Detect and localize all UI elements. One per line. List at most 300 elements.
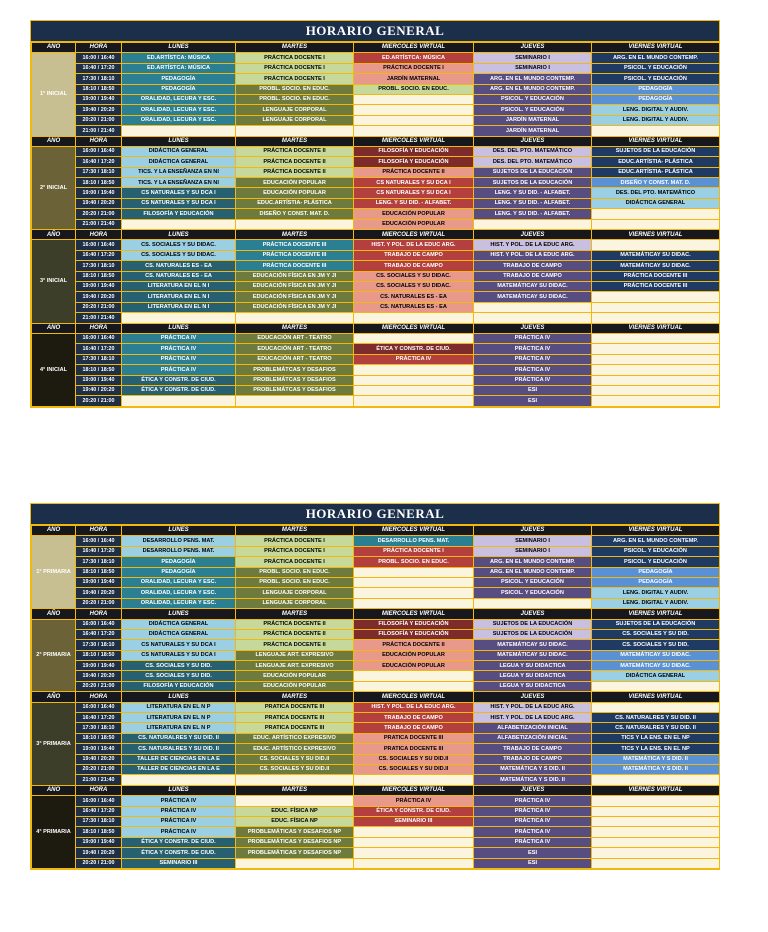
class-cell-lunes: CS NATURALES Y SU DCA I xyxy=(122,198,236,208)
class-cell-martes: PRÁCTICA DOCENTE I xyxy=(236,74,354,84)
schedule-inicial xyxy=(30,20,720,408)
year-label: 4° INICIAL xyxy=(32,333,76,406)
time-slot: 18:10 / 18:50 xyxy=(76,567,122,577)
column-header: LUNES xyxy=(122,43,236,53)
class-cell-lunes: ORALIDAD, LECURA Y ESC. xyxy=(122,105,236,115)
class-cell-jueves: MATEMÁTICAY SU DIDAC. xyxy=(474,640,592,650)
class-cell-jueves: PSICOL. Y EDUCACIÓN xyxy=(474,588,592,598)
time-slot: 18:10 / 18:50 xyxy=(76,271,122,281)
class-cell-lunes: LITERATURA EN EL N P xyxy=(122,713,236,723)
time-slot: 19:00 / 19:40 xyxy=(76,577,122,587)
column-header: HORA xyxy=(76,323,122,333)
class-cell-viernes xyxy=(592,858,720,868)
class-cell-miercoles: TRABAJO DE CAMPO xyxy=(354,713,474,723)
class-cell-miercoles: PRATICA DOCENTE III xyxy=(354,744,474,754)
class-cell-lunes: ÉTICA Y CONSTR. DE CIUD. xyxy=(122,848,236,858)
table-row xyxy=(32,733,720,743)
column-header: MIERCOLES VIRTUAL xyxy=(354,136,474,146)
column-header: MIERCOLES VIRTUAL xyxy=(354,692,474,702)
class-cell-martes: EDUCACIÓN POPULAR xyxy=(236,671,354,681)
class-cell-jueves: JARDÍN MATERNAL xyxy=(474,126,592,136)
class-cell-viernes: TICS Y LA ENS. EN EL NP xyxy=(592,744,720,754)
schedule-title: HORARIO GENERAL xyxy=(31,21,719,42)
table-row xyxy=(32,816,720,826)
time-slot: 16:00 / 16:40 xyxy=(76,53,122,63)
table-row xyxy=(32,281,720,291)
column-header: MIERCOLES VIRTUAL xyxy=(354,526,474,536)
class-cell-jueves: ARG. EN EL MUNDO CONTEMP. xyxy=(474,567,592,577)
class-cell-martes: PRÁCTICA DOCENTE III xyxy=(236,250,354,260)
year-label: 1° PRIMARIA xyxy=(32,536,76,609)
column-header: MARTES xyxy=(236,323,354,333)
table-row xyxy=(32,167,720,177)
class-cell-jueves: PRÁCTICA IV xyxy=(474,333,592,343)
year-label: 2° PRIMARIA xyxy=(32,619,76,692)
table-row xyxy=(32,650,720,660)
class-cell-lunes: PRÁCTICA IV xyxy=(122,827,236,837)
header-row xyxy=(32,43,720,53)
column-header: JUEVES xyxy=(474,230,592,240)
table-row xyxy=(32,396,720,406)
class-cell-lunes: PRÁCTICA IV xyxy=(122,796,236,806)
table-row xyxy=(32,94,720,104)
class-cell-lunes: ÉTICA Y CONSTR. DE CIUD. xyxy=(122,375,236,385)
class-cell-viernes: DIDÁCTICA GENERAL xyxy=(592,671,720,681)
class-cell-viernes: EDUC.ARTÍSTIA- PLÁSTICA xyxy=(592,167,720,177)
class-cell-martes xyxy=(236,858,354,868)
class-cell-viernes: PSICOL. Y EDUCACIÓN xyxy=(592,74,720,84)
table-row xyxy=(32,333,720,343)
table-row xyxy=(32,198,720,208)
time-slot: 17:30 / 18:10 xyxy=(76,261,122,271)
time-slot: 19:40 / 20:20 xyxy=(76,385,122,395)
time-slot: 19:00 / 19:40 xyxy=(76,744,122,754)
class-cell-martes: LENGUAJE ART. EXPRESIVO xyxy=(236,650,354,660)
class-cell-lunes: SEMINARIO III xyxy=(122,858,236,868)
time-slot: 17:30 / 18:10 xyxy=(76,816,122,826)
class-cell-martes: EDUCACIÓN FÍSICA EN JM Y JI xyxy=(236,302,354,312)
class-cell-lunes: LITERATURA EN EL N I xyxy=(122,302,236,312)
header-row xyxy=(32,609,720,619)
class-cell-jueves: DES. DEL PTO. MATEMÁTICO xyxy=(474,146,592,156)
time-slot: 20:20 / 21:00 xyxy=(76,396,122,406)
time-slot: 18:10 / 18:50 xyxy=(76,827,122,837)
class-cell-martes: EDUCACIÓN FÍSICA EN JM Y JI xyxy=(236,292,354,302)
class-cell-martes: PRÁCTICA DOCENTE II xyxy=(236,167,354,177)
class-cell-viernes xyxy=(592,209,720,219)
class-cell-miercoles xyxy=(354,858,474,868)
class-cell-viernes xyxy=(592,816,720,826)
table-row xyxy=(32,126,720,136)
class-cell-viernes xyxy=(592,837,720,847)
table-row xyxy=(32,588,720,598)
class-cell-jueves: SUJETOS DE LA EDUCACIÓN xyxy=(474,178,592,188)
class-cell-lunes: DIDÁCTICA GENERAL xyxy=(122,629,236,639)
class-cell-miercoles xyxy=(354,126,474,136)
class-cell-lunes: PEDAGOGÍA xyxy=(122,84,236,94)
class-cell-viernes xyxy=(592,219,720,229)
time-slot: 18:10 / 18:50 xyxy=(76,84,122,94)
class-cell-martes: EDUCACIÓN FÍSICA EN JM Y JI xyxy=(236,281,354,291)
class-cell-jueves: ESI xyxy=(474,385,592,395)
class-cell-miercoles: PROBL. SOCIO. EN EDUC. xyxy=(354,557,474,567)
time-slot: 19:40 / 20:20 xyxy=(76,588,122,598)
column-header: JUEVES xyxy=(474,323,592,333)
class-cell-miercoles: FILOSOFÍA Y EDUCACIÓN xyxy=(354,157,474,167)
table-row xyxy=(32,536,720,546)
class-cell-miercoles: DESARROLLO PENS. MAT. xyxy=(354,536,474,546)
time-slot: 20:20 / 21:00 xyxy=(76,209,122,219)
time-slot: 16:00 / 16:40 xyxy=(76,796,122,806)
class-cell-martes: EDUC.ARTÍSTIA- PLÁSTICA xyxy=(236,198,354,208)
class-cell-miercoles: EDUCACIÓN POPULAR xyxy=(354,661,474,671)
class-cell-lunes: CS. NATURALRES Y SU DID. II xyxy=(122,744,236,754)
class-cell-miercoles: TRABAJO DE CAMPO xyxy=(354,723,474,733)
column-header: MIERCOLES VIRTUAL xyxy=(354,323,474,333)
header-row xyxy=(32,323,720,333)
time-slot: 21:00 / 21:40 xyxy=(76,126,122,136)
table-row xyxy=(32,754,720,764)
class-cell-jueves: LEGUA Y SU DIDACTICA xyxy=(474,681,592,691)
class-cell-martes: PROBL. SOCIO. EN EDUC. xyxy=(236,577,354,587)
column-header: MARTES xyxy=(236,136,354,146)
class-cell-jueves: PSICOL. Y EDUCACIÓN xyxy=(474,105,592,115)
class-cell-martes: EDUC. ARTÍSTICO EXPRESIVO xyxy=(236,733,354,743)
class-cell-martes: PROBLEMÁTICAS Y DESAFIOS NP xyxy=(236,837,354,847)
table-row xyxy=(32,313,720,323)
class-cell-miercoles: CS. NATURALES ES - EA xyxy=(354,302,474,312)
class-cell-viernes: MATEMÁTICAY SU DIDAC. xyxy=(592,250,720,260)
table-row xyxy=(32,115,720,125)
column-header: LUNES xyxy=(122,785,236,795)
table-row xyxy=(32,105,720,115)
column-header: MIERCOLES VIRTUAL xyxy=(354,785,474,795)
class-cell-martes: PRÁCTICA DOCENTE I xyxy=(236,557,354,567)
class-cell-jueves: TRABAJO DE CAMPO xyxy=(474,744,592,754)
time-slot: 16:40 / 17:20 xyxy=(76,250,122,260)
time-slot: 16:00 / 16:40 xyxy=(76,333,122,343)
class-cell-martes xyxy=(236,126,354,136)
class-cell-miercoles xyxy=(354,588,474,598)
class-cell-viernes: DES. DEL PTO. MATEMÁTICO xyxy=(592,188,720,198)
time-slot: 16:40 / 17:20 xyxy=(76,713,122,723)
class-cell-viernes xyxy=(592,385,720,395)
class-cell-lunes: PEDAGOGÍA xyxy=(122,74,236,84)
header-row xyxy=(32,785,720,795)
time-slot: 20:20 / 21:00 xyxy=(76,302,122,312)
class-cell-miercoles: EDUCACIÓN POPULAR xyxy=(354,650,474,660)
column-header: VIERNES VIRTUAL xyxy=(592,609,720,619)
table-row xyxy=(32,858,720,868)
time-slot: 18:10 / 18:50 xyxy=(76,733,122,743)
class-cell-jueves: MATEMÁTICA Y S DID. II xyxy=(474,764,592,774)
table-row xyxy=(32,775,720,785)
class-cell-viernes: PSICOL. Y EDUCACIÓN xyxy=(592,546,720,556)
column-header: MARTES xyxy=(236,785,354,795)
class-cell-lunes xyxy=(122,126,236,136)
table-row xyxy=(32,557,720,567)
class-cell-jueves: LEGUA Y SU DIDACTICA xyxy=(474,671,592,681)
column-header: MARTES xyxy=(236,43,354,53)
column-header: JUEVES xyxy=(474,609,592,619)
table-row xyxy=(32,354,720,364)
class-cell-martes: EDUCACIÓN FÍSICA EN JM Y JI xyxy=(236,271,354,281)
class-cell-jueves: LEGUA Y SU DIDACTICA xyxy=(474,661,592,671)
class-cell-martes xyxy=(236,219,354,229)
class-cell-miercoles xyxy=(354,848,474,858)
class-cell-martes: CS. SOCIALES Y SU DID.II xyxy=(236,764,354,774)
class-cell-lunes: CS NATURALES Y SU DCA I xyxy=(122,650,236,660)
class-cell-martes: EDUC. FÍSICA NP xyxy=(236,816,354,826)
class-cell-lunes: PRÁCTICA IV xyxy=(122,816,236,826)
class-cell-jueves: SEMINARIO I xyxy=(474,53,592,63)
class-cell-lunes: CS. SOCIALES Y SU DIDAC. xyxy=(122,240,236,250)
class-cell-viernes xyxy=(592,827,720,837)
class-cell-miercoles: SEMINARIO III xyxy=(354,816,474,826)
class-cell-martes: EDUC. FÍSICA NP xyxy=(236,806,354,816)
class-cell-lunes: FILOSOFÍA Y EDUCACIÓN xyxy=(122,209,236,219)
schedule-title: HORARIO GENERAL xyxy=(31,504,719,525)
time-slot: 21:00 / 21:40 xyxy=(76,313,122,323)
class-cell-martes: PRÁCTICA DOCENTE III xyxy=(236,240,354,250)
table-row xyxy=(32,53,720,63)
class-cell-martes: PRÁCTICA DOCENTE I xyxy=(236,53,354,63)
class-cell-viernes: ARG. EN EL MUNDO CONTEMP. xyxy=(592,536,720,546)
header-row xyxy=(32,230,720,240)
class-cell-miercoles: CS. SOCIALES Y SU DID.II xyxy=(354,764,474,774)
class-cell-viernes: DIDÁCTICA GENERAL xyxy=(592,198,720,208)
class-cell-miercoles: PROBL. SOCIO. EN EDUC. xyxy=(354,84,474,94)
table-row xyxy=(32,74,720,84)
class-cell-jueves: SUJETOS DE LA EDUCACIÓN xyxy=(474,629,592,639)
year-label: 3° PRIMARIA xyxy=(32,702,76,785)
class-cell-viernes xyxy=(592,333,720,343)
time-slot: 16:40 / 17:20 xyxy=(76,157,122,167)
class-cell-jueves xyxy=(474,219,592,229)
class-cell-lunes: ED.ARTÍSTCA: MÚSICA xyxy=(122,63,236,73)
class-cell-viernes xyxy=(592,796,720,806)
table-row xyxy=(32,577,720,587)
class-cell-lunes: TICS. Y LA ENSEÑANZA EN NI xyxy=(122,178,236,188)
column-header: AÑO xyxy=(32,323,76,333)
column-header: LUNES xyxy=(122,323,236,333)
class-cell-viernes xyxy=(592,375,720,385)
class-cell-miercoles: PRÁCTICA IV xyxy=(354,354,474,364)
table-row xyxy=(32,629,720,639)
column-header: MIERCOLES VIRTUAL xyxy=(354,43,474,53)
class-cell-miercoles: FILOSOFÍA Y EDUCACIÓN xyxy=(354,619,474,629)
column-header: JUEVES xyxy=(474,136,592,146)
time-slot: 16:40 / 17:20 xyxy=(76,806,122,816)
class-cell-viernes: LENG. DIGITAL Y AUDIV. xyxy=(592,105,720,115)
table-row xyxy=(32,219,720,229)
class-cell-lunes: PEDAGOGÍA xyxy=(122,557,236,567)
class-cell-lunes: PRÁCTICA IV xyxy=(122,365,236,375)
table-row xyxy=(32,250,720,260)
column-header: MARTES xyxy=(236,692,354,702)
class-cell-jueves xyxy=(474,313,592,323)
class-cell-miercoles xyxy=(354,567,474,577)
class-cell-miercoles: PRATICA DOCENTE III xyxy=(354,733,474,743)
class-cell-miercoles: PRÁCTICA IV xyxy=(354,796,474,806)
column-header: HORA xyxy=(76,609,122,619)
table-row xyxy=(32,764,720,774)
time-slot: 16:00 / 16:40 xyxy=(76,240,122,250)
class-cell-jueves: PRÁCTICA IV xyxy=(474,816,592,826)
header-row xyxy=(32,692,720,702)
table-row xyxy=(32,806,720,816)
class-cell-miercoles xyxy=(354,598,474,608)
class-cell-martes: PRÁCTICA DOCENTE II xyxy=(236,619,354,629)
table-row xyxy=(32,385,720,395)
class-cell-martes: LENGUAJE CORPORAL xyxy=(236,105,354,115)
class-cell-lunes: PEDAGOGÍA xyxy=(122,567,236,577)
class-cell-martes: PRÁCTICA DOCENTE I xyxy=(236,546,354,556)
time-slot: 21:00 / 21:40 xyxy=(76,219,122,229)
class-cell-viernes: LENG. DIGITAL Y AUDIV. xyxy=(592,588,720,598)
time-slot: 18:10 / 18:50 xyxy=(76,650,122,660)
class-cell-jueves: MATEMÁTICAY SU DIDAC. xyxy=(474,292,592,302)
class-cell-viernes: SUJETOS DE LA EDUCACIÓN xyxy=(592,619,720,629)
class-cell-miercoles xyxy=(354,333,474,343)
class-cell-lunes: ORALIDAD, LECURA Y ESC. xyxy=(122,588,236,598)
time-slot: 16:40 / 17:20 xyxy=(76,546,122,556)
class-cell-jueves: SUJETOS DE LA EDUCACIÓN xyxy=(474,167,592,177)
class-cell-viernes xyxy=(592,396,720,406)
class-cell-viernes: SUJETOS DE LA EDUCACIÓN xyxy=(592,146,720,156)
class-cell-viernes: MATEMÁTICA Y S DID. II xyxy=(592,764,720,774)
class-cell-lunes: LITERATURA EN EL N P xyxy=(122,723,236,733)
column-header: HORA xyxy=(76,785,122,795)
class-cell-miercoles xyxy=(354,115,474,125)
class-cell-jueves: TRABAJO DE CAMPO xyxy=(474,754,592,764)
class-cell-lunes: LITERATURA EN EL N I xyxy=(122,292,236,302)
class-cell-jueves xyxy=(474,598,592,608)
time-slot: 17:30 / 18:10 xyxy=(76,640,122,650)
time-slot: 16:40 / 17:20 xyxy=(76,629,122,639)
class-cell-viernes: CS. SOCIALES Y SU DID. xyxy=(592,629,720,639)
class-cell-miercoles xyxy=(354,94,474,104)
header-row xyxy=(32,526,720,536)
column-header: HORA xyxy=(76,230,122,240)
column-header: HORA xyxy=(76,43,122,53)
class-cell-miercoles xyxy=(354,375,474,385)
class-cell-jueves: JARDÍN MATERNAL xyxy=(474,115,592,125)
class-cell-jueves: ARG. EN EL MUNDO CONTEMP. xyxy=(474,84,592,94)
class-cell-lunes: ÉTICA Y CONSTR. DE CIUD. xyxy=(122,837,236,847)
column-header: AÑO xyxy=(32,230,76,240)
column-header: MARTES xyxy=(236,609,354,619)
class-cell-lunes: CS. SOCIALES Y SU DID. xyxy=(122,661,236,671)
year-label: 2° INICIAL xyxy=(32,146,76,229)
class-cell-viernes: PEDAGOGÍA xyxy=(592,577,720,587)
class-cell-lunes: PRÁCTICA IV xyxy=(122,344,236,354)
column-header: MARTES xyxy=(236,230,354,240)
table-row xyxy=(32,661,720,671)
table-row xyxy=(32,178,720,188)
column-header: JUEVES xyxy=(474,692,592,702)
class-cell-martes: PRATICA DOCENTE III xyxy=(236,723,354,733)
class-cell-jueves: MATEMÁTICA Y S DID. II xyxy=(474,775,592,785)
class-cell-viernes: PEDAGOGÍA xyxy=(592,84,720,94)
class-cell-viernes xyxy=(592,806,720,816)
class-cell-lunes xyxy=(122,313,236,323)
class-cell-miercoles xyxy=(354,681,474,691)
class-cell-lunes: TICS. Y LA ENSEÑANZA EN NI xyxy=(122,167,236,177)
class-cell-jueves: PRÁCTICA IV xyxy=(474,365,592,375)
class-cell-miercoles: EDUCACIÓN POPULAR xyxy=(354,219,474,229)
time-slot: 16:40 / 17:20 xyxy=(76,344,122,354)
class-cell-lunes: DIDÁCTICA GENERAL xyxy=(122,146,236,156)
table-row xyxy=(32,84,720,94)
column-header: VIERNES VIRTUAL xyxy=(592,43,720,53)
class-cell-miercoles: PRÁCTICA DOCENTE II xyxy=(354,167,474,177)
class-cell-jueves: SEMINARIO I xyxy=(474,536,592,546)
class-cell-jueves: PSICOL. Y EDUCACIÓN xyxy=(474,577,592,587)
class-cell-viernes: EDUC.ARTÍSTIA- PLÁSTICA xyxy=(592,157,720,167)
column-header: VIERNES VIRTUAL xyxy=(592,785,720,795)
schedule-table xyxy=(31,42,720,407)
class-cell-miercoles xyxy=(354,313,474,323)
table-row xyxy=(32,837,720,847)
table-row xyxy=(32,796,720,806)
class-cell-lunes: ORALIDAD, LECURA Y ESC. xyxy=(122,577,236,587)
class-cell-viernes xyxy=(592,848,720,858)
column-header: VIERNES VIRTUAL xyxy=(592,136,720,146)
class-cell-martes: PRÁCTICA DOCENTE III xyxy=(236,261,354,271)
table-row xyxy=(32,209,720,219)
class-cell-miercoles: CS NATURALES Y SU DCA I xyxy=(354,178,474,188)
column-header: AÑO xyxy=(32,692,76,702)
class-cell-martes: LENGUAJE ART. EXPRESIVO xyxy=(236,661,354,671)
class-cell-miercoles xyxy=(354,385,474,395)
class-cell-jueves: HIST. Y POL. DE LA EDUC ARG. xyxy=(474,250,592,260)
class-cell-jueves xyxy=(474,302,592,312)
class-cell-martes: PROBLEMÁTCAS Y DESAFIOS xyxy=(236,365,354,375)
time-slot: 20:20 / 21:00 xyxy=(76,764,122,774)
class-cell-miercoles: TRABAJO DE CAMPO xyxy=(354,250,474,260)
time-slot: 17:30 / 18:10 xyxy=(76,723,122,733)
time-slot: 19:00 / 19:40 xyxy=(76,281,122,291)
class-cell-martes xyxy=(236,313,354,323)
class-cell-miercoles xyxy=(354,365,474,375)
class-cell-lunes: LITERATURA EN EL N P xyxy=(122,702,236,712)
time-slot: 18:10 / 18:50 xyxy=(76,365,122,375)
class-cell-miercoles: HIST. Y POL. DE LA EDUC ARG. xyxy=(354,702,474,712)
class-cell-miercoles: CS. SOCIALES Y SU DID.II xyxy=(354,754,474,764)
class-cell-martes: PRÁCTICA DOCENTE I xyxy=(236,536,354,546)
table-row xyxy=(32,271,720,281)
class-cell-miercoles xyxy=(354,105,474,115)
class-cell-viernes: PEDAGOGÍA xyxy=(592,567,720,577)
table-row xyxy=(32,681,720,691)
time-slot: 17:30 / 18:10 xyxy=(76,167,122,177)
class-cell-lunes: CS NATURALES Y SU DCA I xyxy=(122,640,236,650)
class-cell-miercoles: FILOSOFÍA Y EDUCACIÓN xyxy=(354,146,474,156)
class-cell-viernes: PRÁCTICA DOCENTE III xyxy=(592,281,720,291)
time-slot: 16:00 / 16:40 xyxy=(76,702,122,712)
table-row xyxy=(32,146,720,156)
class-cell-miercoles: CS. SOCIALES Y SU DIDAC. xyxy=(354,271,474,281)
class-cell-jueves: SUJETOS DE LA EDUCACIÓN xyxy=(474,619,592,629)
class-cell-jueves: TRABAJO DE CAMPO xyxy=(474,261,592,271)
class-cell-jueves: HIST. Y POL. DE LA EDUC ARG. xyxy=(474,713,592,723)
class-cell-miercoles: PRÁCTICA DOCENTE I xyxy=(354,546,474,556)
table-row xyxy=(32,375,720,385)
class-cell-miercoles: TRABAJO DE CAMPO xyxy=(354,261,474,271)
class-cell-lunes: FILOSOFÍA Y EDUCACIÓN xyxy=(122,681,236,691)
column-header: HORA xyxy=(76,692,122,702)
